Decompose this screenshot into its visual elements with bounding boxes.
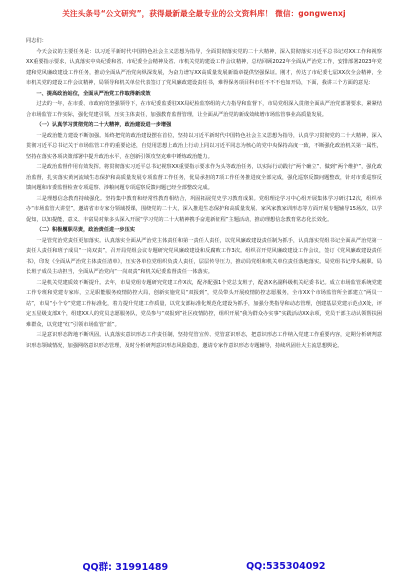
body-paragraph: 三是意识形态阵地不断巩固。认真落实意识形态工作责任制，坚持党管宣传、党管意识形态，把意识形态工作纳入党建工作重要内容，定期分析研判意识形态领域情况，加强网络意识形态管理，及时分析研判意识形态风险隐患，邀请专家作意识形态专题辅导，持续巩固壮大主流思想舆论。 [26, 332, 382, 349]
body-paragraph: 今天会议的主要任务是：以习近平新时代中国特色社会主义思想为指导，全面贯彻落实党的二十大精神，深入贯彻落实习近平总书记对XX工作和视察XX重要指示要求，认真落实中央纪委和省、市纪委全会精神及省、市机关党的建设工作会议精神，总结回顾2022年全面从严治党工作，安排部署2023年党建和党风廉政建设工作任务，推动全面从严治党向纵深发展，为奋力谱写XX高质量发展新篇章提供坚强保证。刚才，传达了市纪委七届XX次全会精神，全市机关党的建设工作会议精神，局领导和机关单位代表签订了党风廉政建设责任书，难得保务项目科市任不不不也如开局，下面，我讲三个方面的意见： [26, 48, 382, 86]
greeting: 同志们： [26, 38, 47, 44]
promo-banner [0, 0, 408, 26]
qq-group-label: QQ群: 31991489 [82, 562, 169, 573]
body-paragraph: 一是政治能力建设不断加强。始终把党的政治建设摆在首位，坚持以习近平新时代中国特色社会主义思想为指导，认真学习贯彻党的二十大精神，深入贯彻习近平总书记关于市场监管工作的重要论述，自觉用思想上政治上行动上同以习近平同志为核心的党中央保持高度一致，不断强化政治机关第一属性，坚持在落实各项决策部署中提升政治水平，在创新引领攻坚克难中锤炼政治能力。 [26, 132, 382, 160]
contact-footer [0, 556, 408, 576]
body-paragraph: 二是机关党建质效不断提升。去年，市局党组专题研究党建工作X次，配齐配强1个党总支班子，配备X名副科级机关纪委书记。成立市场监管系统党建工作专班和党建专家库，立足职能服务疫情防控大局，创新实施党员“双报到”，党员带头开展疫情防控志愿服务，全市XX个市场监管所全部建立“两员一站”，市局“小个专”党建工作标准化，着力提升党建工作质量，以党支部标准化规范化建设为抓手，加强分类指导和动态管理，创建基层党建示范点X处，评定五星级支部X个，组建XX人的党员志愿服务队，党员参与“双报到”社区疫情防控，组织开展“我为群众办实事”实践活动XX余项，党员干部主动认领帮扶困难群众，以党建“红”引领市场监管“蓝”。 [26, 279, 382, 328]
body-paragraph: 一是管党治党责任更加落实。认真落实全面从严治党主体责任和第一责任人责任，以党风廉政建设责任制为抓手，认真落实党组书记全面从严治党第一责任人责任和班子成员“一岗双责”，召开局党组会议专题研究党风廉政建设和反腐败工作3次。组织召开党风廉政建设工作会议，签订《党风廉政建设责任书》，印发《全面从严治党主体责任清单》，压实各单位党组织负责人责任，层层传导压力，推动局党组和机关单位责任落地落实。局党组书记带头履职、局长班子成员主动担当，全面从严治党向“一岗双责”和机关纪委监督责任一体落实。 [26, 237, 382, 275]
body-paragraph: 二是政治监督作用有效发挥。将贯彻落实习近平总书记视察XX重要指示要求作为头等政治任务，以实际行动践行“两个确立”、做到“两个维护”，强化政治监督，扎实落实黄河流域生态保护和高质量发展专项监督工作任务，优局承担的7项工作任务推进度全部完成，强化巡察反馈问题整改，针对市委巡察反馈问题和市委监督检查专项巡察、涉粮问题专项巡察反馈问题已经全部整改完成。 [26, 164, 382, 191]
document-body [26, 36, 382, 351]
subsection-heading: （二）积极履职尽责，政治责任进一步压实 [36, 227, 135, 233]
qq-number-label: QQ:535304092 [246, 560, 326, 572]
body-paragraph: 三是理想信念教育持续强化。坚持集中教育和经常性教育相结合，巩固拓展党史学习教育成果。党组理论学习中心组开展集体学习研讨12次，组织举办“市场监管大讲堂”，邀请省市专家分领域授课，围绕党的二十大，深入推进生态保护和高质量发展、家风家教家训形态等方面开展专题辅导15场次，以学促知，以知提能，意义、丰富局对象多头深入开展“学习党的二十大精神携手奋进新征程”主题活动，推动理想信念教育常态化长效化。 [26, 195, 382, 223]
paragraph-list [26, 47, 382, 352]
subsection-heading: （一）认真学习贯彻党的二十大精神，政治建设进一步增强 [36, 122, 172, 128]
body-paragraph: 过去的一年，在市委、市政府的坚强领导下，在市纪委监委驻XX局纪检监察组的大力指导和监督下，市局党组深入贯彻全面从严治党部署要求，紧紧结合市场监管工作实际，强化党建引领，压实主体责任，加强教育监督管理，让全面从严治党的新成效续增市场监管事业高质量发展。 [26, 101, 382, 118]
promo-banner-text: 关注头条号“公文研究”，获得最新最全最专业的公文资料库！ 微信：gongwenxj [62, 8, 346, 18]
section-heading: 一、提高政治站位，全面从严治党工作取得新成效 [36, 90, 151, 97]
